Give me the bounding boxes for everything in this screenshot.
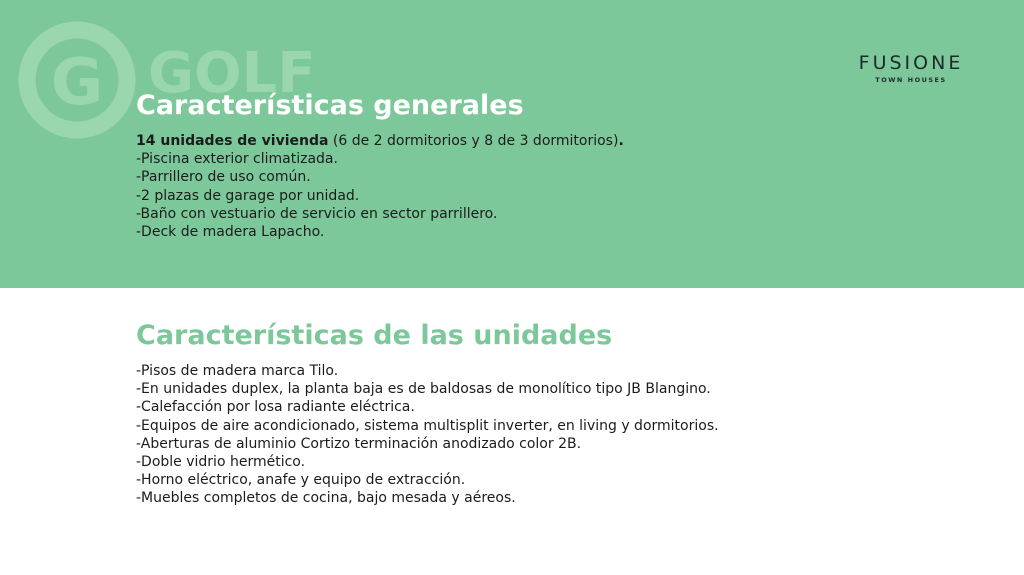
units-count-text: 14 unidades de vivienda bbox=[136, 133, 329, 149]
list-item: -2 plazas de garage por unidad. bbox=[136, 187, 360, 204]
list-item: -Calefacción por losa radiante eléctrica. bbox=[136, 399, 415, 416]
general-features-intro bbox=[136, 132, 624, 150]
list-item: -En unidades duplex, la planta baja es de baldosas de monolítico tipo JB Blangino. bbox=[136, 381, 711, 398]
general-features-list bbox=[136, 132, 624, 241]
unit-features-title: Características de las unidades bbox=[136, 320, 613, 351]
units-breakdown-text: (6 de 2 dormitorios y 8 de 3 dormitorios) bbox=[328, 133, 619, 149]
golf-logo-letter: G bbox=[50, 46, 104, 120]
list-item: -Parrillero de uso común. bbox=[136, 169, 311, 186]
brand-logo bbox=[846, 52, 976, 84]
list-item: -Muebles completos de cocina, bajo mesada y aéreos. bbox=[136, 490, 516, 507]
golf-logo-word: GOLF bbox=[148, 41, 316, 106]
list-item: -Equipos de aire acondicionado, sistema multisplit inverter, en living y dormitorios. bbox=[136, 417, 719, 434]
list-item: -Doble vidrio hermético. bbox=[136, 454, 306, 471]
general-features-title: Características generales bbox=[136, 90, 524, 121]
list-item: -Aberturas de aluminio Cortizo terminación anodizado color 2B. bbox=[136, 435, 582, 452]
brand-subtitle: TOWN HOUSES bbox=[875, 76, 947, 84]
unit-features-list bbox=[136, 362, 719, 508]
brand-name: FUSIONE bbox=[858, 52, 964, 74]
list-item: -Baño con vestuario de servicio en sector parrillero. bbox=[136, 205, 498, 222]
list-item: -Deck de madera Lapacho. bbox=[136, 224, 325, 241]
list-item: -Pisos de madera marca Tilo. bbox=[136, 363, 339, 379]
list-item: -Horno eléctrico, anafe y equipo de extracción. bbox=[136, 472, 466, 489]
list-item: -Piscina exterior climatizada. bbox=[136, 151, 338, 168]
intro-period: . bbox=[618, 133, 624, 149]
